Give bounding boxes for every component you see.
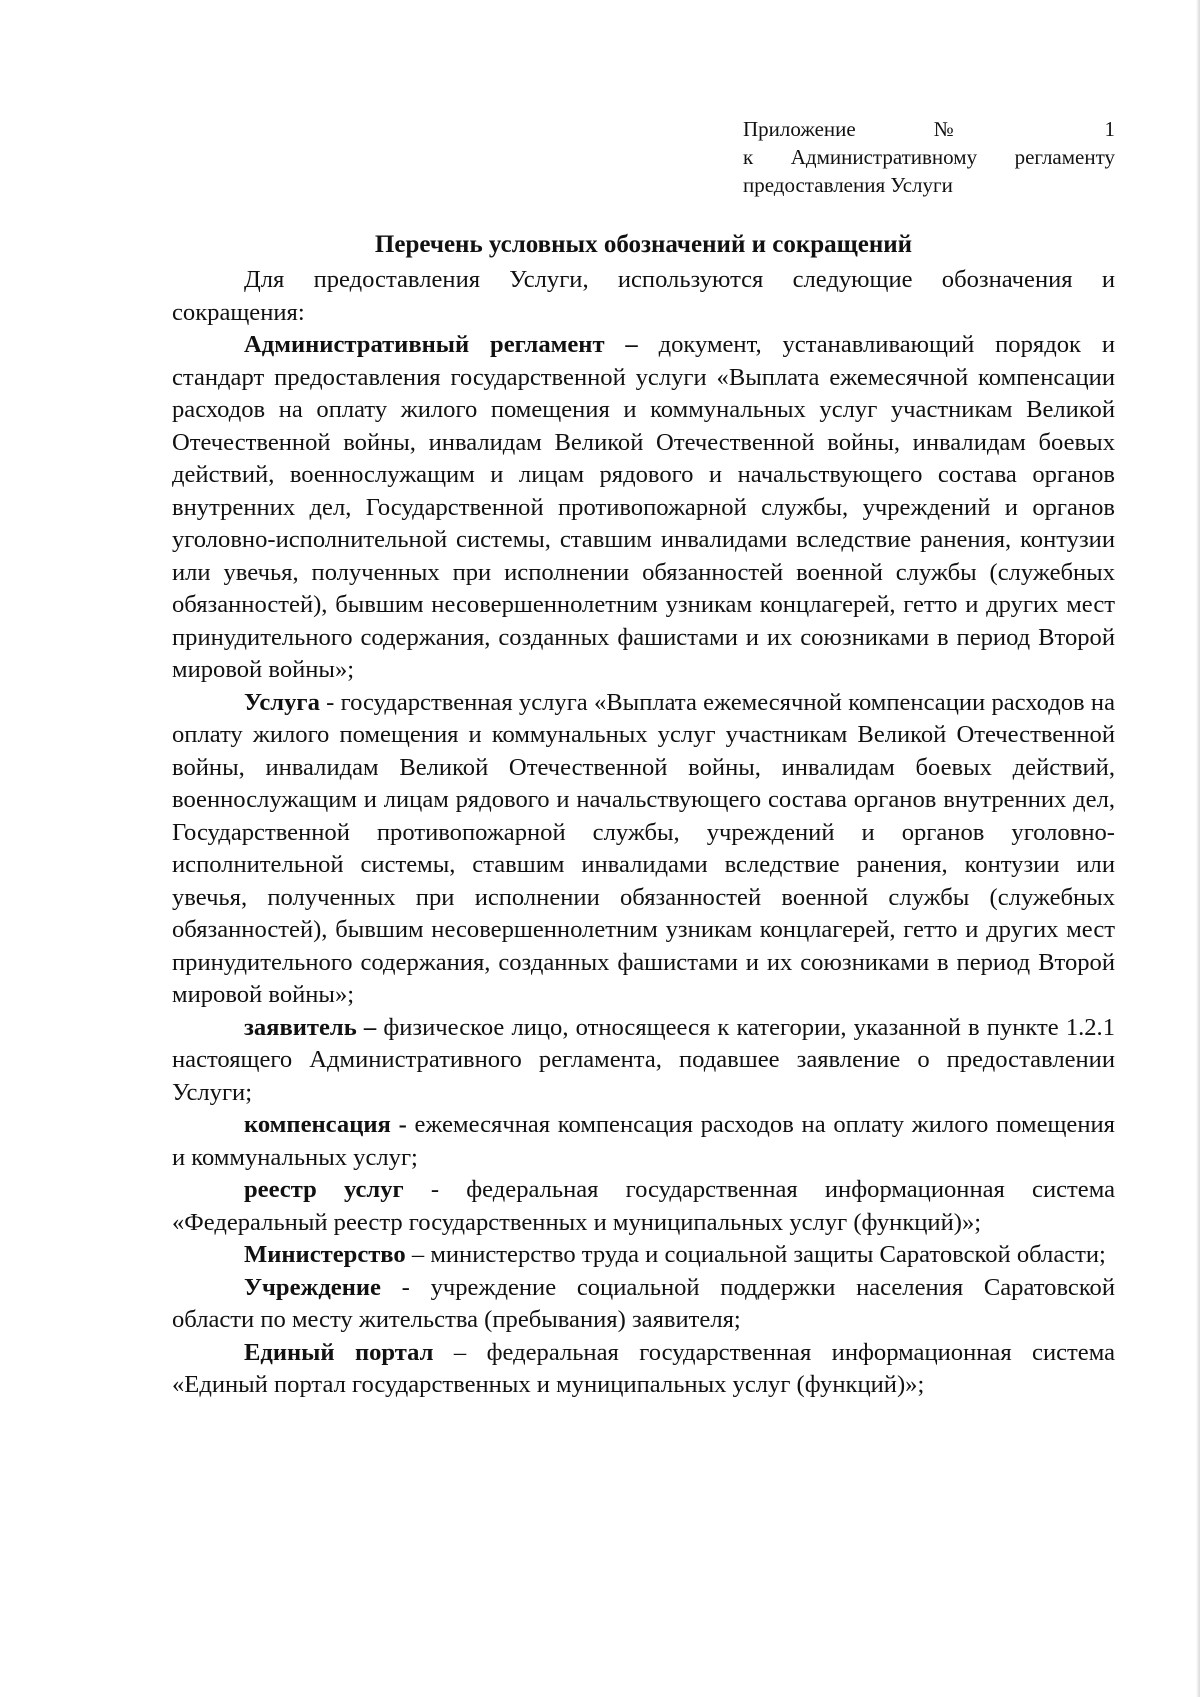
term-definition: учреждение социальной поддержки населения Саратовской области по месту жительства (пребывания) заявителя; — [172, 1273, 1115, 1333]
term-paragraph-service-registry — [172, 1174, 1115, 1239]
term-definition: физическое лицо, относящееся к категории, указанной в пункте 1.2.1 настоящего Административного регламента, подавшее заявление о предоставлении Услуги; — [172, 1013, 1116, 1106]
term-separator: – — [405, 1241, 431, 1268]
term-separator: - — [403, 1176, 467, 1203]
document-body — [172, 264, 1115, 1402]
intro-paragraph: Для предоставления Услуги, используются следующие обозначения и сокращения: — [172, 266, 1115, 326]
term-label: Учреждение — [244, 1273, 381, 1301]
term-definition: федеральная государственная информационная система «Федеральный реестр государственных и муниципальных услуг (функций)»; — [172, 1176, 1115, 1236]
term-separator: - — [380, 1273, 431, 1301]
page-edge-shadow — [1196, 0, 1200, 1697]
term-paragraph-applicant — [172, 1012, 1115, 1110]
term-paragraph-service — [172, 687, 1115, 1012]
term-label: заявитель — [244, 1013, 357, 1041]
term-paragraph-admin-regulation — [172, 329, 1115, 687]
term-separator: - — [319, 688, 341, 716]
annex-number: Приложение № 1 — [743, 117, 1115, 141]
annex-header — [743, 115, 1115, 199]
term-label: компенсация — [244, 1111, 391, 1138]
term-paragraph-compensation — [172, 1109, 1115, 1174]
annex-reference: к Административному регламенту — [743, 145, 1115, 169]
term-paragraph-institution — [172, 1272, 1115, 1337]
term-definition: министерство труда и социальной защиты Саратовской области; — [430, 1241, 1106, 1268]
annex-subject: предоставления Услуги — [743, 173, 953, 197]
term-definition: государственная услуга «Выплата ежемесячной компенсации расходов на оплату жилого помещения и коммунальных услуг участникам Великой Отечественной войны, инвалидам Великой Отечественной войны, инвалидам боевых действий, военнослужащим и лицам рядового и начальствующего состава органов внутренних дел, Государственной противопожарной службы, учреждений и органов уголовно-исполнительной системы, ставшим инвалидами вследствие ранения, контузии или увечья, полученных при исполнении обязанностей военной службы (служебных обязанностей), бывшим несовершеннолетним узникам концлагерей, гетто и других мест принудительного содержания, созданных фашистами и их союзниками в период Второй мировой войны»; — [172, 688, 1115, 1008]
term-definition: документ, устанавливающий порядок и стандарт предоставления государственной услуги «Выплата ежемесячной компенсации расходов на оплату жилого помещения и коммунальных услуг участникам Великой Отечественной войны, инвалидам Великой Отечественной войны, инвалидам боевых действий, военнослужащим и лицам рядового и начальствующего состава органов внутренних дел, Государственной противопожарной службы, учреждений и органов уголовно-исполнительной системы, ставшим инвалидами вследствие ранения, контузии или увечья, полученных при исполнении обязанностей военной службы (служебных обязанностей), бывшим несовершеннолетним узникам концлагерей, гетто и других мест принудительного содержания, созданных фашистами и их союзниками в период Второй мировой войны»; — [172, 331, 1115, 683]
term-separator: – — [356, 1013, 384, 1041]
term-label: Административный регламент — [244, 331, 605, 358]
term-paragraph-unified-portal — [172, 1337, 1115, 1402]
term-separator: - — [390, 1111, 415, 1138]
term-definition: федеральная государственная информационная система «Единый портал государственных и муниципальных услуг (функций)»; — [172, 1338, 1115, 1398]
term-label: Министерство — [244, 1241, 406, 1268]
term-label: Услуга — [244, 688, 320, 716]
term-paragraph-ministry — [172, 1239, 1115, 1272]
term-definition: ежемесячная компенсация расходов на оплату жилого помещения и коммунальных услуг; — [172, 1111, 1115, 1171]
term-label: реестр услуг — [244, 1176, 404, 1203]
term-label: Единый портал — [244, 1338, 434, 1366]
document-title: Перечень условных обозначений и сокращений — [374, 231, 913, 258]
term-separator: – — [604, 331, 659, 358]
term-separator: – — [433, 1338, 487, 1366]
